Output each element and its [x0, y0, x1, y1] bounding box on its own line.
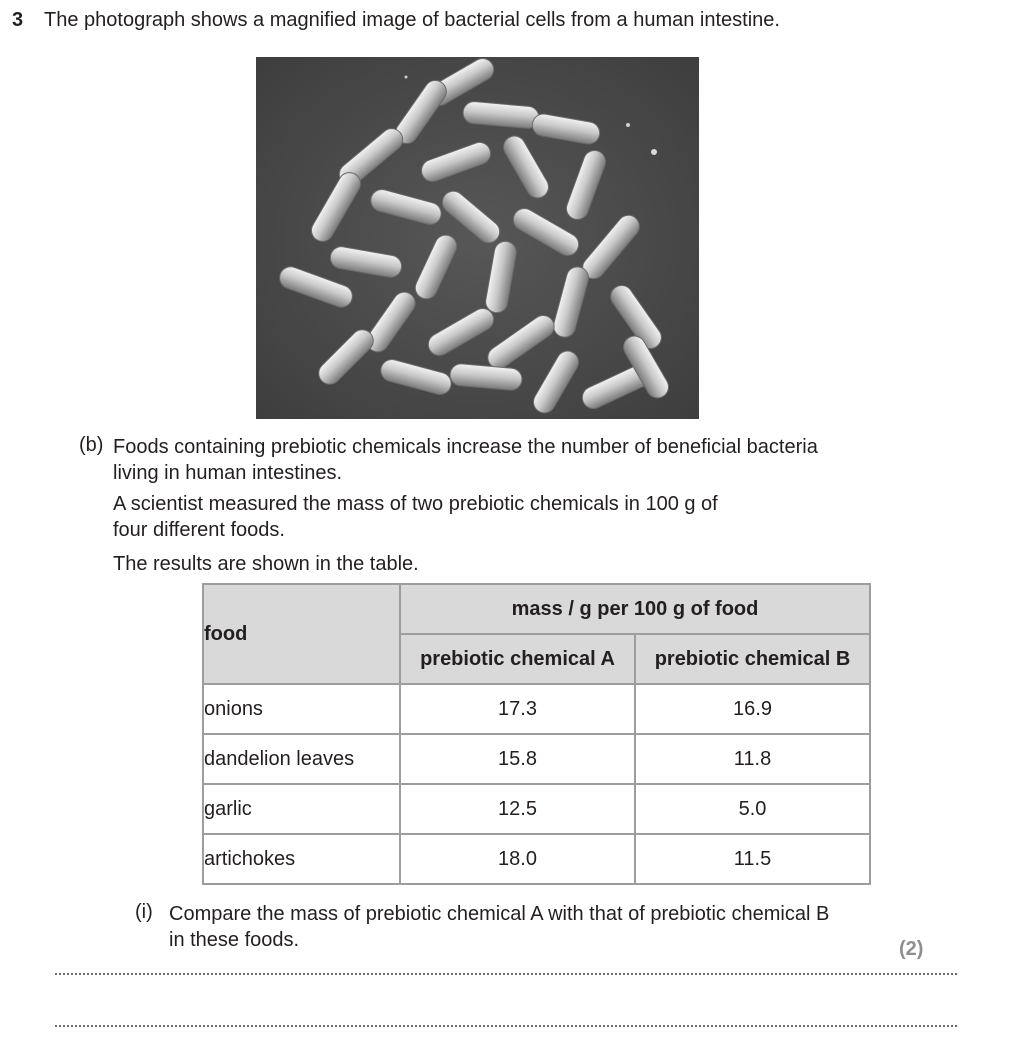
chemical-a-cell: 17.3	[400, 684, 635, 734]
part-i-question-line-2: in these foods.	[169, 929, 300, 951]
part-b-intro-line-2: living in human intestines.	[113, 462, 343, 484]
part-b-method-line-1: A scientist measured the mass of two prebiotic chemicals in 100 g of	[113, 493, 718, 515]
table-header-row	[203, 584, 870, 634]
header-mass: mass / g per 100 g of food	[400, 584, 870, 634]
food-cell: artichokes	[203, 834, 400, 884]
answer-line[interactable]	[55, 1025, 957, 1027]
chemical-b-cell: 5.0	[635, 784, 870, 834]
table-row	[203, 734, 870, 784]
food-cell: onions	[203, 684, 400, 734]
chemical-b-cell: 11.8	[635, 734, 870, 784]
header-chemical-b: prebiotic chemical B	[635, 634, 870, 684]
food-cell: dandelion leaves	[203, 734, 400, 784]
part-b-method-line-2: four different foods.	[113, 519, 285, 541]
chemical-a-cell: 18.0	[400, 834, 635, 884]
question-number: 3	[12, 9, 24, 31]
part-b-intro-line-1: Foods containing prebiotic chemicals increase the number of beneficial bacteria	[113, 436, 818, 458]
chemical-b-cell: 11.5	[635, 834, 870, 884]
table-row	[203, 684, 870, 734]
part-b-method	[113, 491, 718, 543]
part-i-question-line-1: Compare the mass of prebiotic chemical A with that of prebiotic chemical B	[169, 903, 830, 925]
results-table	[202, 583, 871, 885]
header-chemical-a: prebiotic chemical A	[400, 634, 635, 684]
table-row	[203, 784, 870, 834]
part-i-question	[169, 901, 829, 953]
part-i-label: (i)	[135, 901, 153, 923]
chemical-a-cell: 15.8	[400, 734, 635, 784]
marks-label: (2)	[899, 938, 924, 960]
chemical-a-cell: 12.5	[400, 784, 635, 834]
part-b-results-text: The results are shown in the table.	[113, 553, 419, 575]
question-stem: The photograph shows a magnified image of bacterial cells from a human intestine.	[44, 9, 780, 31]
table-row	[203, 834, 870, 884]
food-cell: garlic	[203, 784, 400, 834]
bacteria-micrograph-icon	[256, 57, 699, 419]
answer-line[interactable]	[55, 973, 957, 975]
part-b-intro	[113, 434, 818, 486]
bacteria-micrograph-photo	[256, 57, 699, 419]
chemical-b-cell: 16.9	[635, 684, 870, 734]
header-food: food	[203, 584, 400, 684]
part-b-label: (b)	[79, 434, 104, 456]
